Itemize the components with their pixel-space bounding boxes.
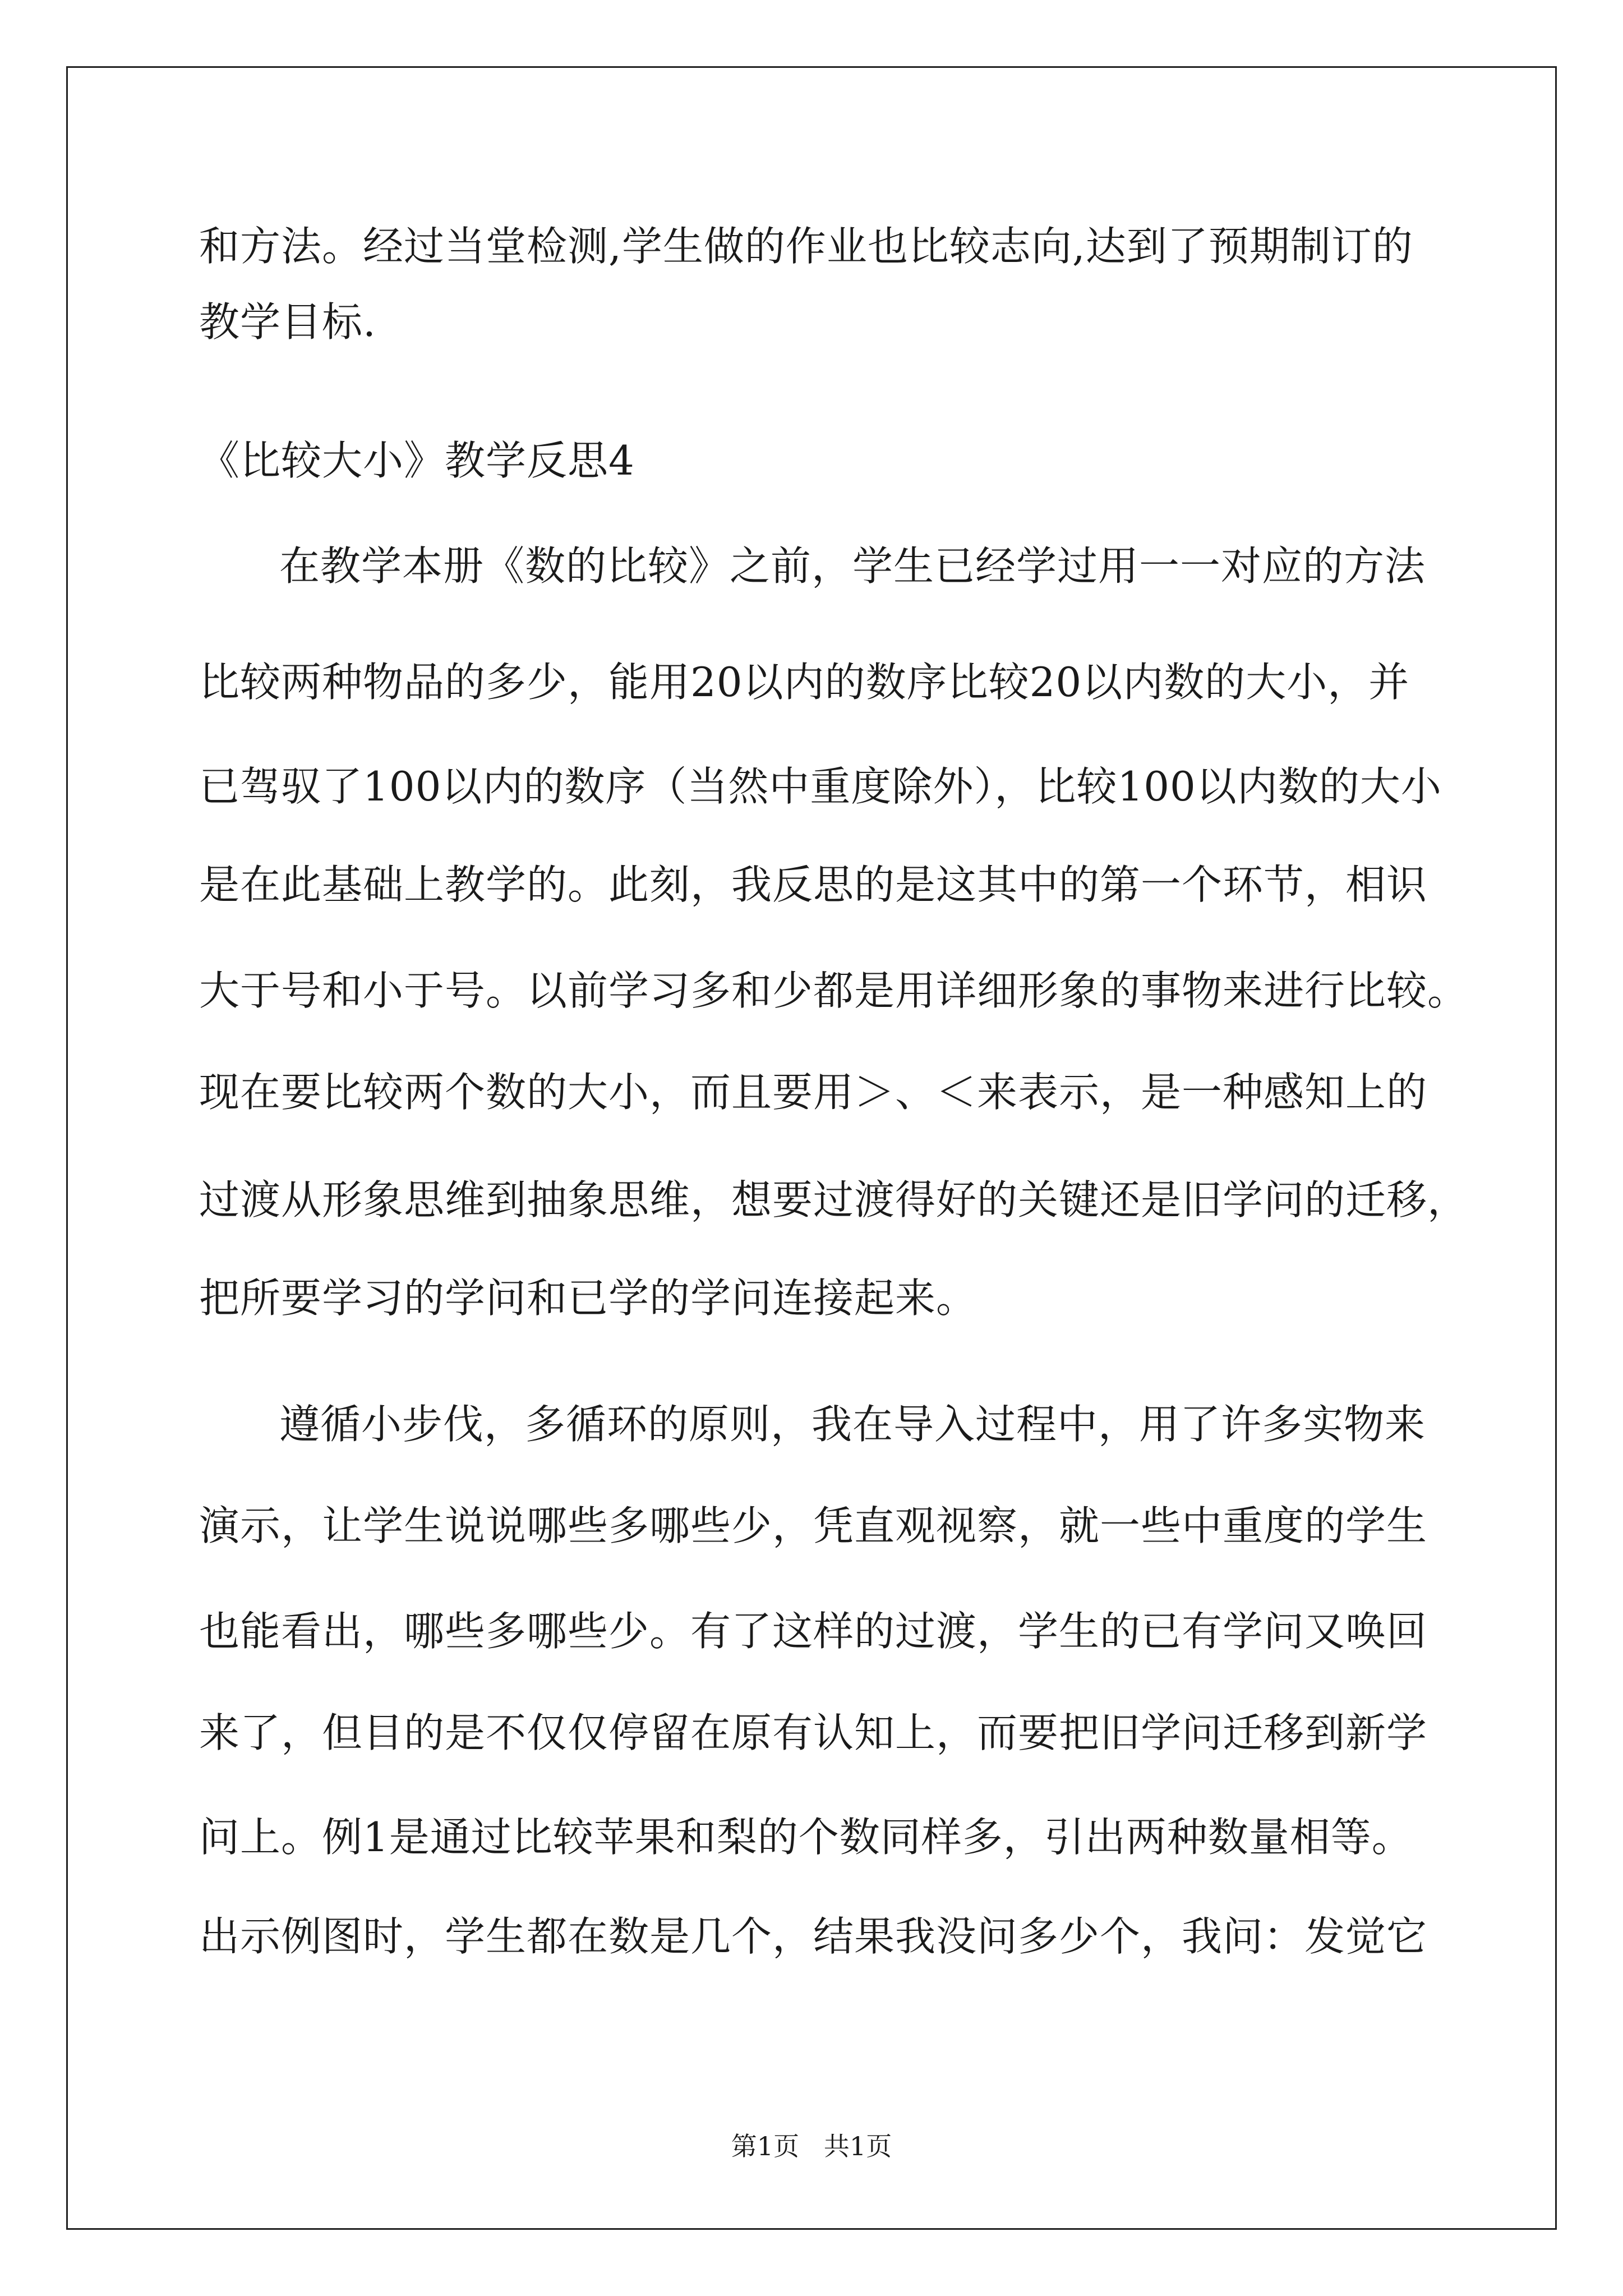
text-line: 已驾驭了100以内的数序（当然中重度除外），比较100以内数的大小 — [199, 763, 1442, 810]
text-line: 出示例图时，学生都在数是几个，结果我没问多少个，我问：发觉它 — [199, 1913, 1428, 1960]
text-line: 来了，但目的是不仅仅停留在原有认知上，而要把旧学问迁移到新学 — [199, 1709, 1428, 1756]
text-line: 问上。例1是通过比较苹果和梨的个数同样多，引出两种数量相等。 — [199, 1814, 1413, 1861]
text-line: 是在此基础上教学的。此刻，我反思的是这其中的第一个环节，相识 — [199, 861, 1428, 908]
text-line: 过渡从形象思维到抽象思维，想要过渡得好的关键还是旧学问的迁移， — [199, 1176, 1469, 1223]
section-title: 《比较大小》教学反思4 — [199, 437, 635, 484]
text-line: 现在要比较两个数的大小，而且要用＞、＜来表示，是一种感知上的 — [199, 1069, 1428, 1116]
text-line: 比较两种物品的多少，能用20以内的数序比较20以内数的大小，并 — [199, 659, 1410, 706]
text-line: 也能看出，哪些多哪些少。有了这样的过渡，学生的已有学问又唤回 — [199, 1608, 1428, 1655]
paragraph-first-line: 遵循小步伐，多循环的原则，我在导入过程中，用了许多实物来 — [279, 1401, 1426, 1448]
paragraph-first-line: 在教学本册《数的比较》之前，学生已经学过用一一对应的方法 — [279, 542, 1426, 590]
text-line: 大于号和小于号。以前学习多和少都是用详细形象的事物来进行比较。 — [199, 967, 1469, 1014]
text-line: 把所要学习的学问和已学的学问连接起来。 — [199, 1274, 978, 1322]
text-line: 演示，让学生说说哪些多哪些少，凭直观视察，就一些中重度的学生 — [199, 1502, 1428, 1549]
text-line: 和方法。经过当堂检测,学生做的作业也比较志向,达到了预期制订的 — [199, 223, 1413, 270]
page-number: 第1页 共1页 — [731, 2131, 892, 2161]
page-border — [66, 66, 1557, 2230]
text-line: 教学目标. — [199, 298, 376, 346]
